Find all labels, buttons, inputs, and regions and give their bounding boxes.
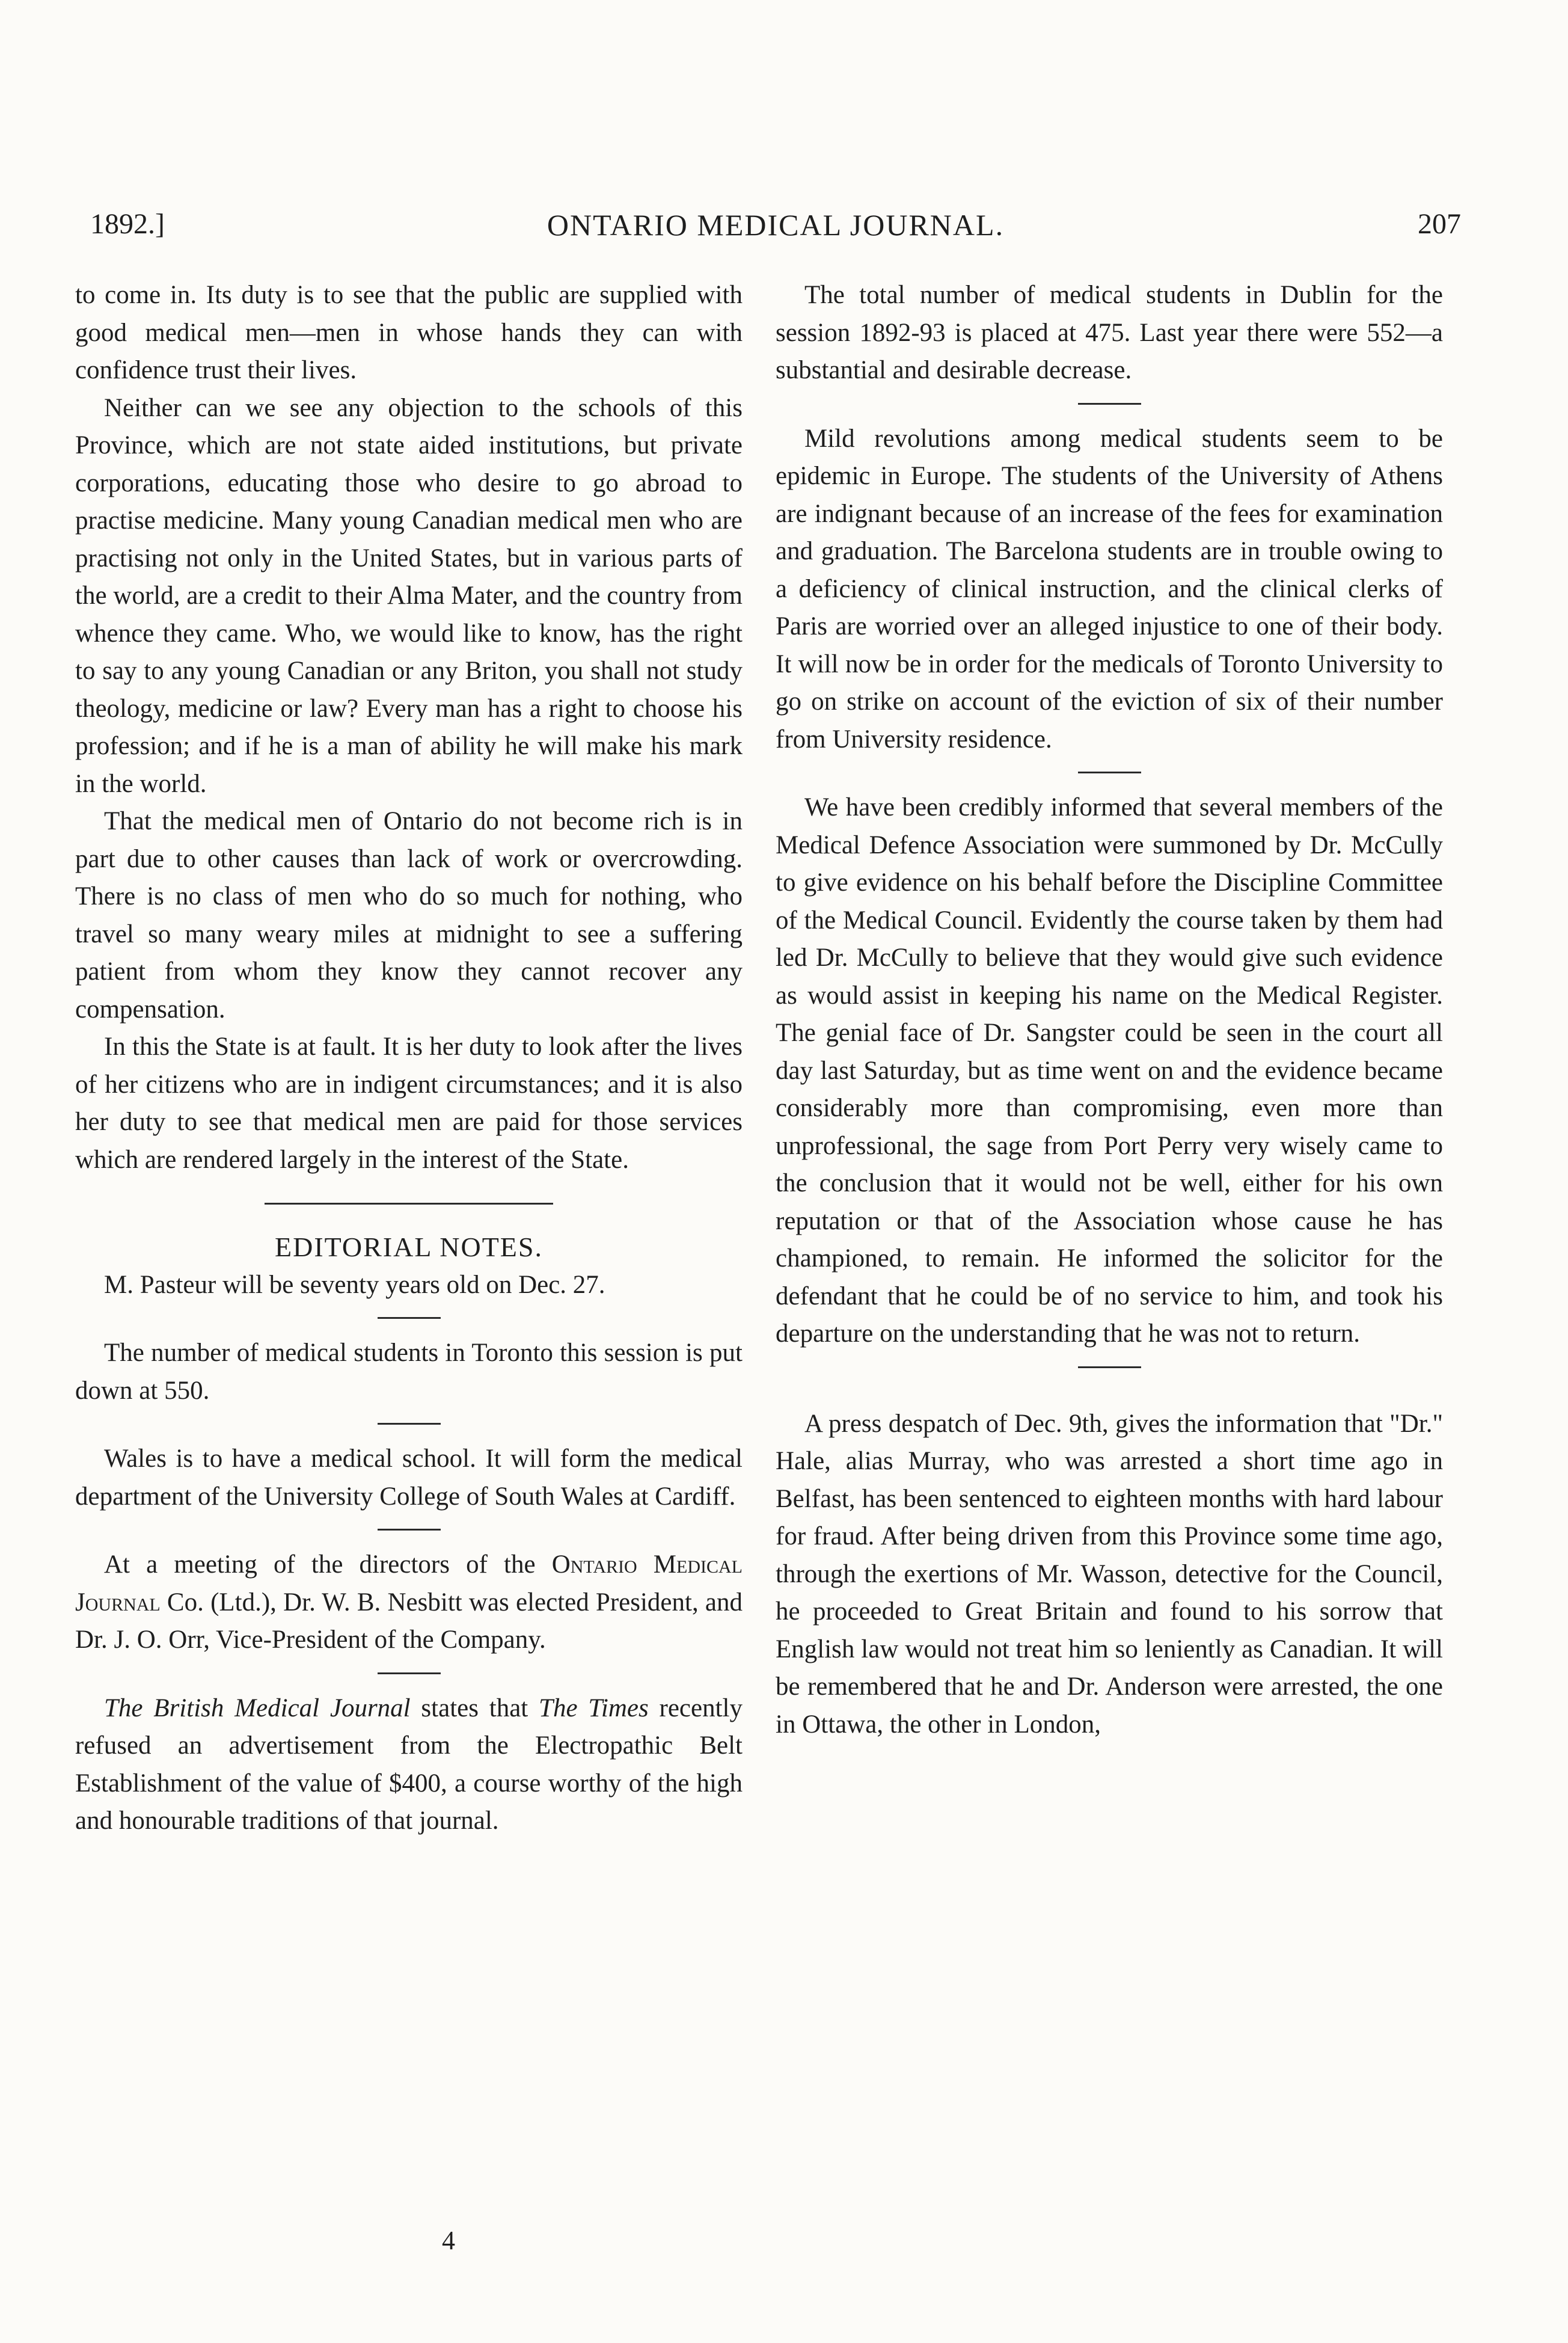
note-divider xyxy=(378,1423,441,1425)
journal-title: ONTARIO MEDICAL JOURNAL. xyxy=(547,208,1005,242)
page-number: 207 xyxy=(1418,208,1461,240)
left-paragraph-3: That the medical men of Ontario do not become rich is in part due to other causes than lack of work or overcrowding. There is no class of men who do so much for nothing, who travel so many weary miles at midnight to see a suffering patient from whom they know they cannot recover any compensation. xyxy=(75,807,743,1024)
journal-name: Ontario Medical Journal xyxy=(75,1550,743,1617)
note-4-text-a: At a meeting of the directors of the xyxy=(104,1550,552,1579)
british-medical-journal-title: The British Medical Journal xyxy=(104,1694,411,1722)
left-paragraph-4: In this the State is at fault. It is her duty to look after the lives of her citizens who are in indigent circumstances; and it is also her duty to see that medical men are paid for those services which are rendered largely in the interest of the State. xyxy=(75,1033,743,1174)
left-column xyxy=(75,277,743,2171)
editorial-note-1: M. Pasteur will be seventy years old on Dec. 27. xyxy=(104,1270,605,1299)
note-4-text-b: Co. (Ltd.), Dr. W. B. Nesbitt was elected President, and Dr. J. O. Orr, Vice-President of the Company. xyxy=(75,1588,743,1654)
editorial-note-3: Wales is to have a medical school. It will form the medical department of the University College of South Wales at Cardiff. xyxy=(75,1445,743,1511)
note-divider xyxy=(1078,403,1141,405)
right-paragraph-1: The total number of medical students in Dublin for the session 1892-93 is placed at 475. Last year there were 552—a substantial and desirable decrease. xyxy=(776,281,1443,384)
right-paragraph-4: A press despatch of Dec. 9th, gives the information that "Dr." Hale, alias Murray, who was arrested a short time ago in Belfast, has been sentenced to eighteen months with hard labour for fraud. After being driven from this Province some time ago, through the exertions of Mr. Wasson, detective for the Council, he proceeded to Great Britain and found to his sorrow that English law would not treat him so leniently as Canadian. It will be remembered that he and Dr. Anderson were arrested, the one in Ottawa, the other in London, xyxy=(776,1409,1443,1739)
note-divider xyxy=(1078,772,1141,773)
section-divider xyxy=(265,1203,553,1205)
editorial-note-2: The number of medical students in Toronto this session is put down at 550. xyxy=(75,1339,743,1405)
editorial-note-4 xyxy=(75,1546,743,1659)
header-year: 1892.] xyxy=(90,208,165,240)
times-title: The Times xyxy=(539,1694,649,1722)
right-column xyxy=(776,277,1443,2171)
right-paragraph-3: We have been credibly informed that several members of the Medical Defence Association were summoned by Dr. McCully to give evidence on his behalf before the Discipline Committee of the Medical Council. Evidently the course taken by them had led Dr. McCully to believe that they would give such evidence as would assist in keeping his name on the Medical Register. The genial face of Dr. Sangster could be seen in the court all day last Saturday, but as time went on and the evidence became considerably more than compromising, even more than unprofessional, the sage from Port Perry very wisely came to the conclusion that it would not be well, either for his own reputation or that of the Association whose cause he has championed, to remain. He informed the solicitor for the defendant that he could be of no service to him, and took his departure on the understanding that he was not to return. xyxy=(776,793,1443,1348)
editorial-note-5 xyxy=(75,1690,743,1840)
left-paragraph-1: to come in. Its duty is to see that the public are supplied with good medical men—men in whose hands they can with confidence trust their lives. xyxy=(75,281,743,384)
right-paragraph-2: Mild revolutions among medical students seem to be epidemic in Europe. The students of the University of Athens are indignant because of an increase of the fees for examination and graduation. The Barcelona students are in trouble owing to a deficiency of clinical instruction, and the clinical clerks of Paris are worried over an alleged injustice to one of their body. It will now be in order for the medicals of Toronto University to go on strike on account of the eviction of six of their number from University residence. xyxy=(776,424,1443,754)
running-header xyxy=(90,207,1461,256)
note-5-text-b: recently refused an advertisement from the Electropathic Belt Establishment of the value of $400, a course worthy of the high and honourable traditions of that journal. xyxy=(75,1694,743,1835)
section-heading: EDITORIAL NOTES. xyxy=(275,1232,543,1262)
note-divider xyxy=(378,1317,441,1319)
footer-mark: 4 xyxy=(442,2226,455,2255)
spacer xyxy=(776,1384,1443,1405)
note-divider xyxy=(378,1529,441,1531)
note-divider xyxy=(378,1672,441,1674)
left-paragraph-2: Neither can we see any objection to the schools of this Province, which are not state aided institutions, but private corporations, educating those who desire to go abroad to practise medicine. Many young Canadian medical men who are practising not only in the United States, but in various parts of the world, are a credit to their Alma Mater, and the country from whence they came. Who, we would like to know, has the right to say to any young Canadian or any Briton, you shall not study theology, medicine or law? Every man has a right to choose his profession; and if he is a man of ability he will make his mark in the world. xyxy=(75,393,743,798)
note-5-text-a: states that xyxy=(410,1694,539,1722)
note-divider xyxy=(1078,1366,1141,1368)
